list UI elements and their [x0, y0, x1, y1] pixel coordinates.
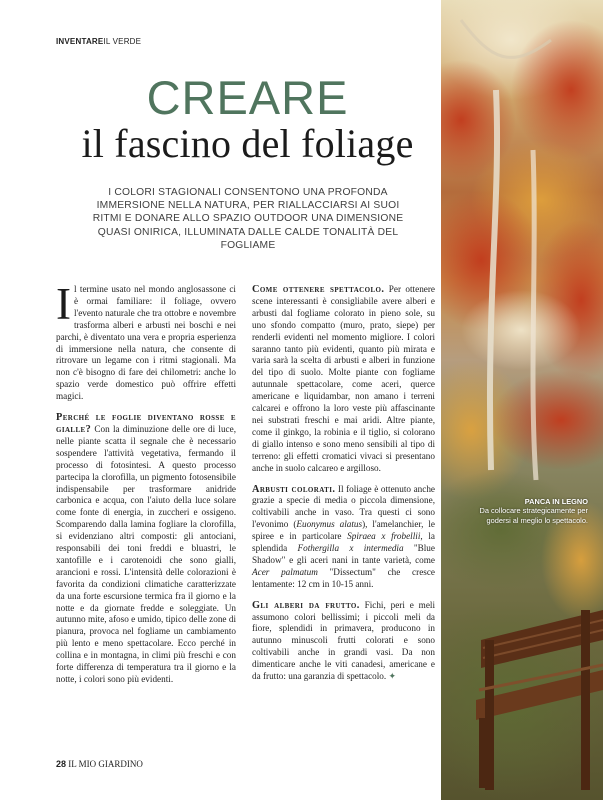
paragraph-spettacolo: Come ottenere spettacolo. Per ottenere scene interessanti è consigliabile avere alberi e arbusti dal fogliame colorato in pieno sole, su uno sfondo compatto (muro, prato, siepe) per renderli evidenti nel momento migliore. I colori saranno tanto più evidenti, quanto più mirata e varia sarà la scelta di arbusti e alberi in funzione del tipo di suolo. Molte piante con fogliame autunnale spettacolare, come aceri, querce americane e liquidambar, non amano i terreni calcarei e offrono la loro veste più affascinante nei substrati freschi e mai aridi. Altre piante, come il ginkgo, la robinia e il tiglio, si colorano di giallo intenso e sono meno sensibili al tipo di terreno: gli effetti cromatici vivaci si presentano anche in suolo calcareo e argilloso.: [252, 284, 435, 473]
subhead-colors: Perché le foglie diventano rosse e gialle?: [56, 412, 236, 435]
intro-paragraph: Il termine usato nel mondo anglosassone ci è ormai familiare: il foliage, ovvero l'evento naturale che tra ottobre e novembre trasforma alberi e arbusti nei boschi e nei parchi, è diventato una vera e propria esperienza di immersione nella natura, che consente di ritrovare un legame con i ritmi stagionali. Ma non c'è bisogno di fare dei chilometri: anche lo spazio verde domestico può offrire effetti magici.: [56, 279, 236, 402]
magazine-name: IL MIO GIARDINO: [68, 759, 143, 769]
end-mark-icon: ✦: [388, 671, 397, 682]
section-label: INVENTAREIL VERDE: [56, 37, 142, 46]
page-number: 28: [56, 759, 67, 769]
caption-title: PANCA IN LEGNO: [524, 497, 588, 506]
photo-caption: [476, 497, 588, 525]
drop-cap: I: [56, 279, 71, 329]
title-line-2: il fascino del foliage: [81, 121, 414, 166]
foliage-photo: [441, 0, 603, 800]
title-line-1: CREARE: [146, 71, 349, 124]
subhead-spettacolo: Come ottenere spettacolo.: [252, 284, 385, 295]
column-1: [56, 279, 236, 686]
paragraph-alberi: Gli alberi da frutto. Fichi, peri e meli assumono colori bellissimi; i piccoli meli da fiore, splendidi in primavera, producono in autunno minuscoli frutti colorati e sono coltivabili anche in grandi vasi. Da non dimenticare anche le viti canadesi, americane e da frutto: una garanzia di spettacolo. ✦: [252, 599, 436, 682]
subhead-arbusti: Arbusti colorati.: [252, 483, 336, 495]
column-2: [252, 284, 435, 683]
paragraph-arbusti: Arbusti colorati. Il foliage è ottenuto anche grazie a specie di media o piccola dimensione, coltivabili anche in vaso. Tra questi ci sono l'evonimo (Euonymus alatus), l'amelanchier, le spiree e in particolare Spiraea x frobellii, la splendida Fothergilla x intermedia "Blue Shadow" e gli aceri nani in tante varietà, come Acer palmatum "Dissectum" che cresce lentamente: 12 cm in 10-15 anni.: [252, 483, 436, 589]
caption-text: Da collocare strategicamente per godersi al meglio lo spettacolo.: [479, 506, 588, 525]
article-deck: I COLORI STAGIONALI CONSENTONO UNA PROFONDA IMMERSIONE NELLA NATURA, PER RIALLACCIARSI AI SUOI RITMI E DONARE ALLO SPAZIO OUTDOOR UNA DIMENSIONE QUASI ONIRICA, ILLUMINATA DALLE CALDE TONALITÀ DEL FOGLIAME: [92, 187, 404, 251]
page-folio: [56, 759, 143, 769]
foliage-illustration: [441, 0, 603, 800]
subhead-alberi: Gli alberi da frutto.: [252, 599, 360, 611]
paragraph-colors: Perché le foglie diventano rosse e gialle? Con la diminuzione delle ore di luce, nelle piante scatta il segnale che è necessario sospendere l'attività vegetativa, fermando il processo di fotosintesi. A questo processo partecipa la clorofilla, un pigmento fotosensibile indispensabile per trasformare anidride carbonica e acqua, con l'aiuto della luce solare come fonte di energia, in zuccheri e ossigeno. Scomparendo dalla lamina fogliare la clorofilla, si evidenziano altri composti: gli antociani, responsabili dei toni freddi e bluastri, le xantofille e i carotenoidi che sono gialli, arancioni e rossi. L'intensità delle colorazioni è favorita da condizioni climatiche caratterizzate da una forte escursione termica fra il giorno e la notte e da giornate fredde e soleggiate. Un autunno mite, afoso e umido, tipico delle zone di pianura, provoca nel fogliame un cambiamento più lento e meno spettacolare. Ecco perché in collina e in montagna, in climi più freschi e con forte differenza di temperatura tra il giorno e la notte, i colori sono più evidenti.: [56, 412, 236, 684]
